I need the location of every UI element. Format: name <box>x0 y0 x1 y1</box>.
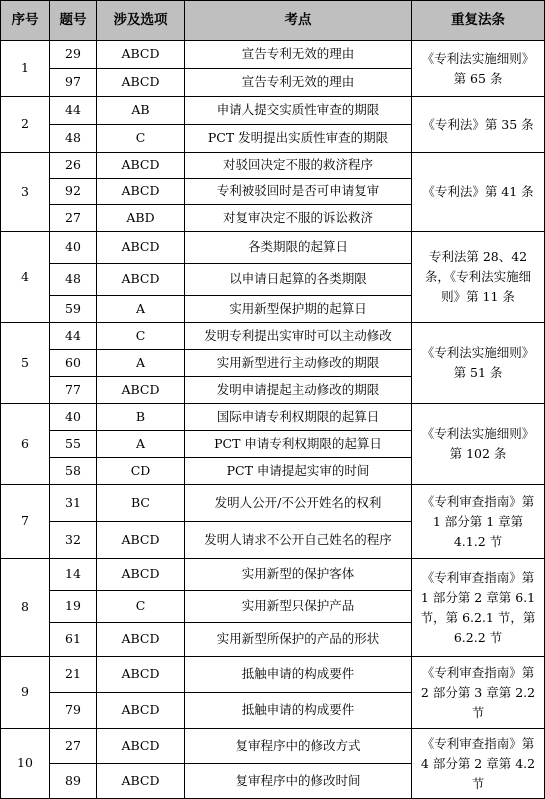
exam-point-cell: 发明专利提出实审时可以主动修改 <box>185 323 412 350</box>
options-cell: ABCD <box>97 377 185 404</box>
table-row <box>1 559 545 591</box>
question-no-cell: 40 <box>50 404 97 431</box>
exam-point-cell: 对驳回决定不服的救济程序 <box>185 153 412 179</box>
options-cell: ABCD <box>97 69 185 97</box>
exam-point-cell: 国际申请专利权期限的起算日 <box>185 404 412 431</box>
options-cell: ABCD <box>97 232 185 264</box>
repeated-article-cell: 《专利法》第 41 条 <box>412 153 545 232</box>
question-no-cell: 44 <box>50 323 97 350</box>
table-row <box>1 323 545 350</box>
header-row <box>1 1 545 41</box>
repeated-article-cell: 《专利法》第 35 条 <box>412 97 545 153</box>
question-no-cell: 14 <box>50 559 97 591</box>
question-no-cell: 21 <box>50 657 97 693</box>
seq-cell: 5 <box>1 323 50 404</box>
question-no-cell: 44 <box>50 97 97 125</box>
question-no-cell: 55 <box>50 431 97 458</box>
header-options: 涉及选项 <box>97 1 185 41</box>
options-cell: C <box>97 591 185 623</box>
exam-point-cell: 发明人请求不公开自己姓名的程序 <box>185 522 412 559</box>
question-no-cell: 97 <box>50 69 97 97</box>
options-cell: ABCD <box>97 264 185 296</box>
question-no-cell: 59 <box>50 296 97 323</box>
options-cell: C <box>97 125 185 153</box>
exam-point-cell: 宣告专利无效的理由 <box>185 69 412 97</box>
options-cell: ABCD <box>97 153 185 179</box>
repeated-article-cell: 专利法第 28、42 条，《专利法实施细则》第 11 条 <box>412 232 545 323</box>
repeated-article-cell: 《专利审查指南》第 2 部分第 3 章第 2.2 节 <box>412 657 545 729</box>
question-no-cell: 60 <box>50 350 97 377</box>
exam-point-cell: 宣告专利无效的理由 <box>185 41 412 69</box>
question-no-cell: 32 <box>50 522 97 559</box>
seq-cell: 9 <box>1 657 50 729</box>
seq-cell: 3 <box>1 153 50 232</box>
exam-point-cell: PCT 申请专利权期限的起算日 <box>185 431 412 458</box>
options-cell: ABCD <box>97 623 185 657</box>
repeated-article-cell: 《专利法实施细则》第 102 条 <box>412 404 545 485</box>
options-cell: A <box>97 350 185 377</box>
exam-point-cell: 对复审决定不服的诉讼救济 <box>185 205 412 232</box>
question-no-cell: 40 <box>50 232 97 264</box>
exam-point-cell: 以申请日起算的各类期限 <box>185 264 412 296</box>
options-cell: ABCD <box>97 179 185 205</box>
exam-point-cell: 发明人公开/不公开姓名的权利 <box>185 485 412 522</box>
header-seq: 序号 <box>1 1 50 41</box>
table-row <box>1 657 545 693</box>
options-cell: ABCD <box>97 764 185 799</box>
seq-cell: 4 <box>1 232 50 323</box>
exam-point-cell: 申请人提交实质性审查的期限 <box>185 97 412 125</box>
options-cell: ABCD <box>97 729 185 764</box>
exam-point-cell: 抵触申请的构成要件 <box>185 693 412 729</box>
header-question-no: 题号 <box>50 1 97 41</box>
exam-point-cell: 复审程序中的修改时间 <box>185 764 412 799</box>
exam-point-cell: 实用新型进行主动修改的期限 <box>185 350 412 377</box>
table-row <box>1 404 545 431</box>
question-no-cell: 27 <box>50 729 97 764</box>
exam-point-cell: 复审程序中的修改方式 <box>185 729 412 764</box>
repeated-article-cell: 《专利法实施细则》第 65 条 <box>412 41 545 97</box>
question-no-cell: 79 <box>50 693 97 729</box>
seq-cell: 2 <box>1 97 50 153</box>
exam-point-cell: PCT 申请提起实审的时间 <box>185 458 412 485</box>
repeated-article-cell: 《专利审查指南》第 1 部分第 2 章第 6.1 节，第 6.2.1 节，第 6.2.2 节 <box>412 559 545 657</box>
options-cell: ABCD <box>97 559 185 591</box>
options-cell: ABCD <box>97 657 185 693</box>
question-no-cell: 48 <box>50 125 97 153</box>
question-no-cell: 48 <box>50 264 97 296</box>
question-no-cell: 89 <box>50 764 97 799</box>
seq-cell: 6 <box>1 404 50 485</box>
question-no-cell: 26 <box>50 153 97 179</box>
table-header <box>1 1 545 41</box>
table-row <box>1 153 545 179</box>
question-no-cell: 29 <box>50 41 97 69</box>
options-cell: ABD <box>97 205 185 232</box>
exam-point-cell: 实用新型保护期的起算日 <box>185 296 412 323</box>
header-repeated-article: 重复法条 <box>412 1 545 41</box>
header-exam-point: 考点 <box>185 1 412 41</box>
table-row <box>1 485 545 522</box>
exam-point-cell: 抵触申请的构成要件 <box>185 657 412 693</box>
options-cell: B <box>97 404 185 431</box>
options-cell: ABCD <box>97 41 185 69</box>
exam-point-cell: 实用新型的保护客体 <box>185 559 412 591</box>
seq-cell: 1 <box>1 41 50 97</box>
exam-point-cell: 实用新型只保护产品 <box>185 591 412 623</box>
repeated-article-cell: 《专利审查指南》第 1 部分第 1 章第 4.1.2 节 <box>412 485 545 559</box>
seq-cell: 8 <box>1 559 50 657</box>
exam-point-cell: PCT 发明提出实质性审查的期限 <box>185 125 412 153</box>
options-cell: ABCD <box>97 693 185 729</box>
options-cell: AB <box>97 97 185 125</box>
exam-point-cell: 各类期限的起算日 <box>185 232 412 264</box>
table-row <box>1 232 545 264</box>
options-cell: BC <box>97 485 185 522</box>
question-no-cell: 77 <box>50 377 97 404</box>
question-no-cell: 19 <box>50 591 97 623</box>
options-cell: ABCD <box>97 522 185 559</box>
options-cell: CD <box>97 458 185 485</box>
exam-point-cell: 发明申请提起主动修改的期限 <box>185 377 412 404</box>
question-no-cell: 31 <box>50 485 97 522</box>
seq-cell: 7 <box>1 485 50 559</box>
exam-point-cell: 专利被驳回时是否可申请复审 <box>185 179 412 205</box>
question-no-cell: 92 <box>50 179 97 205</box>
table-row <box>1 729 545 764</box>
repeated-article-cell: 《专利法实施细则》第 51 条 <box>412 323 545 404</box>
question-no-cell: 27 <box>50 205 97 232</box>
seq-cell: 10 <box>1 729 50 799</box>
question-no-cell: 58 <box>50 458 97 485</box>
options-cell: A <box>97 431 185 458</box>
exam-point-cell: 实用新型所保护的产品的形状 <box>185 623 412 657</box>
options-cell: C <box>97 323 185 350</box>
question-no-cell: 61 <box>50 623 97 657</box>
options-cell: A <box>97 296 185 323</box>
table-body <box>1 41 545 799</box>
table-row <box>1 41 545 69</box>
repeated-article-cell: 《专利审查指南》第 4 部分第 2 章第 4.2 节 <box>412 729 545 799</box>
table-row <box>1 97 545 125</box>
